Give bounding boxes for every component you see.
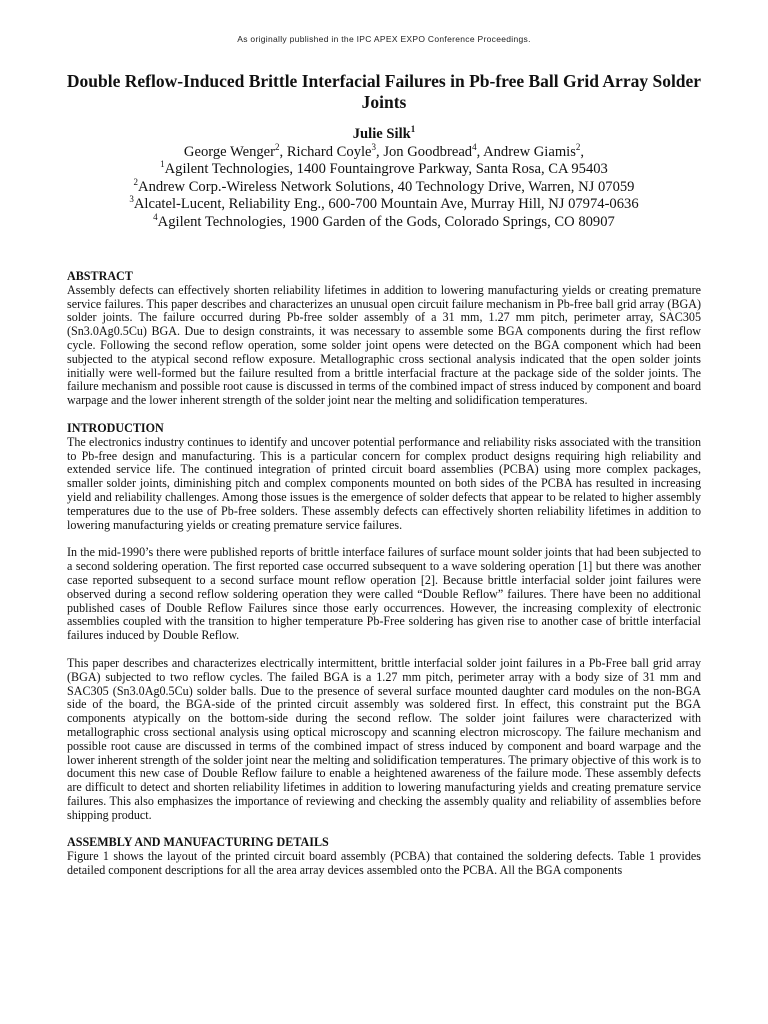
author-block xyxy=(40,126,728,232)
affiliation-sup: 3 xyxy=(129,194,134,205)
coauthor-name: Jon Goodbread xyxy=(383,143,473,160)
paper-title: Double Reflow-Induced Brittle Interfacial Failures in Pb-free Ball Grid Array Solder Joints xyxy=(66,71,702,112)
coauthor-line xyxy=(40,141,728,162)
lead-author xyxy=(40,126,728,144)
coauthor-sep: , xyxy=(580,143,585,160)
coauthor-sep: , xyxy=(279,143,287,160)
coauthor-sep: , xyxy=(376,143,384,160)
affiliation-text: Andrew Corp.-Wireless Network Solutions, 40 Technology Drive, Warren, NJ 07059 xyxy=(138,178,635,195)
lead-author-sup: 1 xyxy=(410,124,416,135)
proceedings-banner: As originally published in the IPC APEX EXPO Conference Proceedings. xyxy=(237,34,531,44)
introduction-paragraph: In the mid-1990’s there were published reports of brittle interface failures of surface mount solder joints that had been subjected to a second soldering operation. The first reported case occurred subsequent to a wave soldering operation [1] but there was another case reported subsequent to a second surface mount reflow operation [2]. Because brittle interfacial solder joint failures were observed during a second reflow soldering operation they were called “Double Reflow” failures. There have been no additional published cases of Double Reflow Failures since those early occurrences. However, the increasing complexity of electronic assemblies coupled with the transition to higher temperature Pb-Free soldering has given rise to another case of brittle interfacial failures induced by Double Reflow. xyxy=(67,545,701,643)
assembly-text: Figure 1 shows the layout of the printed circuit board assembly (PCBA) that contained the soldering defects. Table 1 provides detailed component descriptions for all the area array devices assembled onto the PCBA. All the BGA components xyxy=(67,849,701,878)
affiliation-text: Agilent Technologies, 1400 Fountaingrove Parkway, Santa Rosa, CA 95403 xyxy=(164,161,608,178)
introduction-paragraph: This paper describes and characterizes electrically intermittent, brittle interfacial solder joint failures in a Pb-Free ball grid array (BGA) subjected to two reflow cycles. The failed BGA is a 1.27 mm pitch, perimeter array with a body size of 31 mm and SAC305 (Sn3.0Ag0.5Cu) solder balls. Due to the presence of several surface mounted daughter card modules on the non-BGA side of the board, the BGA-side of the printed circuit assembly was soldered first. In effect, this constraint put the BGA components atypically on the bottom-side during the second reflow. The solder joint failures were characterized with metallographic cross sectional analysis using optical microscopy and scanning electron microscopy. The failure mechanism and possible root cause are discussed in terms of the combined impact of stress induced by component and board warpage and the lower inherent strength of the solder joint near the melting and solidification temperatures. The primary objective of this work is to document this new case of Double Reflow failure to enable a heightened awareness of the failure mode. These assembly defects are difficult to detect and shorten reliability lifetimes in addition to lowering manufacturing yields and creating premature service failures. This also emphasizes the importance of reviewing and checking the assembly quality and reliability of assemblies before shipping product. xyxy=(67,655,701,822)
affiliation-line xyxy=(40,214,728,232)
coauthor-sup: 3 xyxy=(371,141,377,152)
affiliation-sup: 2 xyxy=(133,176,139,187)
affiliation-line xyxy=(40,196,728,214)
lead-author-name: Julie Silk xyxy=(352,126,411,142)
abstract-heading: ABSTRACT xyxy=(67,269,133,283)
paper-body xyxy=(67,270,701,878)
affiliation-line xyxy=(40,176,728,197)
affiliation-text: Agilent Technologies, 1900 Garden of the Gods, Colorado Springs, CO 80907 xyxy=(157,213,615,230)
coauthor-sup: 2 xyxy=(275,141,280,152)
coauthor-sup: 4 xyxy=(472,141,477,152)
introduction-paragraph: The electronics industry continues to identify and uncover potential performance and reliability risks associated with the transition to Pb-free design and manufacturing. This is a particular concern for complex product designs requiring high reliability and extended service life. The continued integration of printed circuit board assemblies (PCBA) using more complex packages, smaller solder joints, diminishing pitch and complex components mounted on both sides of the PCBA has resulted in increasing yield and reliability challenges. Among those issues is the emergence of solder defects that appear to be related to higher assembly temperatures due to the use of Pb-free solders. These assembly defects can effectively shorten reliability lifetimes in addition to lowering manufacturing yields or creating premature service failures. xyxy=(67,434,701,532)
coauthor-name: Richard Coyle xyxy=(286,143,372,160)
coauthor-name: Andrew Giamis xyxy=(483,143,576,160)
affiliation-text: Alcatel-Lucent, Reliability Eng., 600-700 Mountain Ave, Murray Hill, NJ 07974-0636 xyxy=(133,196,639,213)
coauthor-name: George Wenger xyxy=(183,143,276,160)
introduction-heading: INTRODUCTION xyxy=(67,420,164,435)
affiliation-line xyxy=(40,161,728,179)
abstract-text: Assembly defects can effectively shorten reliability lifetimes in addition to lowering manufacturing yields or creating premature service failures. This paper describes and characterizes an unusual open circuit failure mechanism in Pb-free ball grid array (BGA) solder joints. The failure occurred during Pb-free solder assembly of a 31 mm, 1.27 mm pitch, perimeter array, SAC305 (Sn3.0Ag0.5Cu) BGA. Due to design constraints, it was necessary to assemble some BGA components during the first reflow cycle. Following the second reflow operation, some solder joint opens were detected on the BGA component which had been subjected to the atypical second reflow exposure. Metallographic cross sectional analysis indicated that the open solder joints initially were well-formed but the failure resulted from a brittle interfacial fracture at the package side of the solder joints. The failure mechanism and possible root cause is discussed in terms of the combined impact of stress induced by component and board warpage and the lower inherent strength of the solder joint near the melting and solidification temperatures. xyxy=(67,282,701,408)
coauthor-sep: , xyxy=(476,143,484,160)
assembly-heading: ASSEMBLY AND MANUFACTURING DETAILS xyxy=(67,835,329,850)
affiliation-sup: 1 xyxy=(160,159,165,170)
affiliation-sup: 4 xyxy=(153,212,158,223)
coauthor-sup: 2 xyxy=(575,141,581,152)
